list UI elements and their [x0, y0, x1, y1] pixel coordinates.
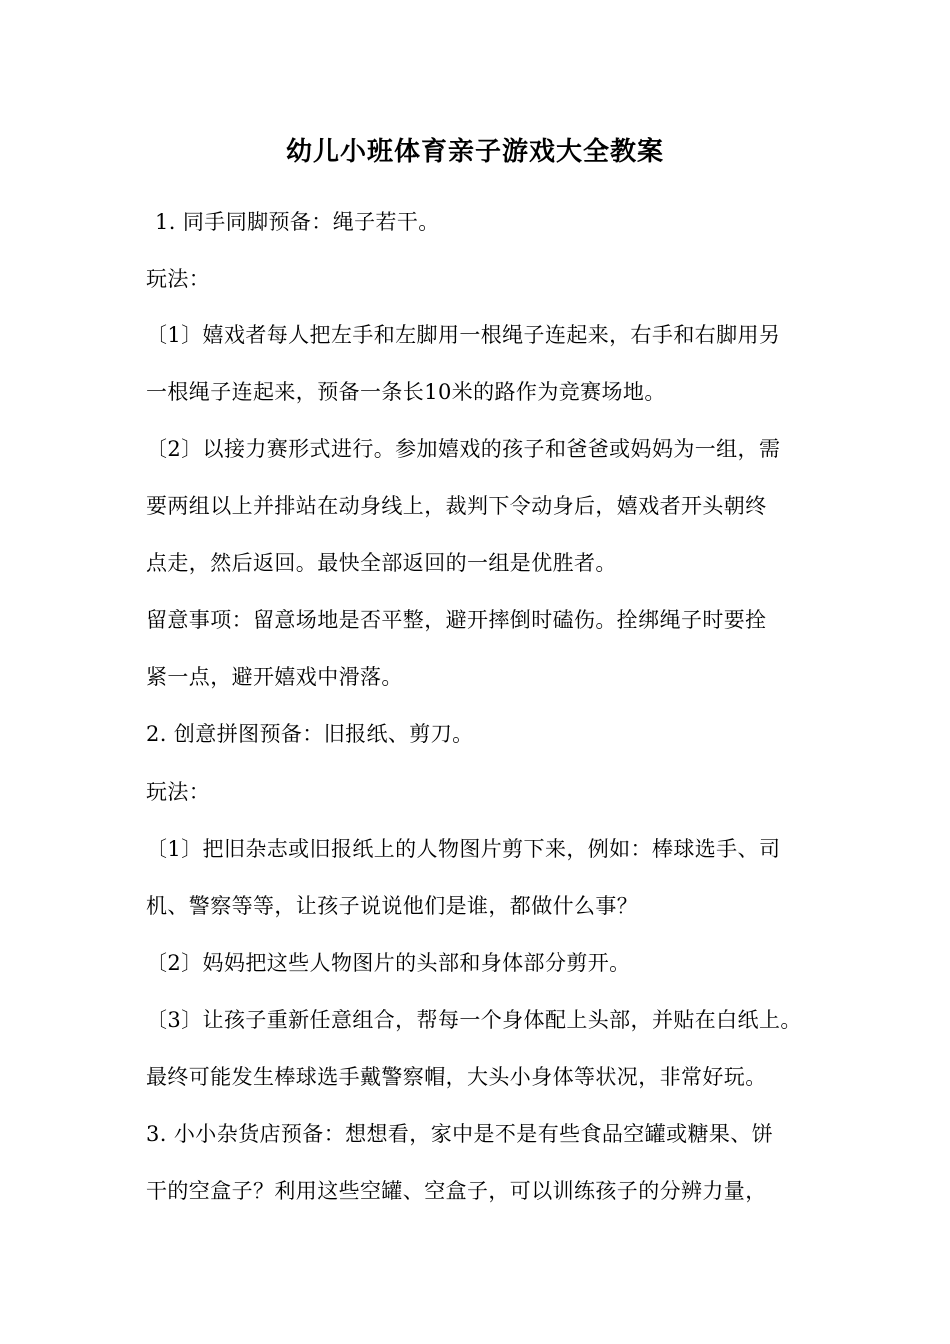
paragraph-line: 玩法：	[146, 267, 211, 291]
paragraph-line: 3. 小小杂货店预备：想想看，家中是不是有些食品空罐或糖果、饼	[146, 1122, 774, 1146]
document-title: 幼儿小班体育亲子游戏大全教案	[285, 137, 664, 167]
paragraph-line: 〔2〕妈妈把这些人物图片的头部和身体部分剪开。	[146, 951, 631, 975]
paragraph-line: 〔2〕以接力赛形式进行。参加嬉戏的孩子和爸爸或妈妈为一组，需	[146, 437, 781, 461]
paragraph-line: 最终可能发生棒球选手戴警察帽，大头小身体等状况，非常好玩。	[146, 1065, 767, 1089]
paragraph-line: 玩法：	[146, 780, 211, 804]
paragraph-line: 〔1〕把旧杂志或旧报纸上的人物图片剪下来，例如：棒球选手、司	[146, 837, 781, 861]
paragraph-line: 〔3〕让孩子重新任意组合，帮每一个身体配上头部，并贴在白纸上。	[146, 1008, 802, 1032]
paragraph-line: 2. 创意拼图预备：旧报纸、剪刀。	[146, 722, 474, 746]
paragraph-line: 机、警察等等，让孩子说说他们是谁，都做什么事？	[146, 894, 639, 918]
paragraph-line: 紧一点，避开嬉戏中滑落。	[146, 665, 403, 689]
paragraph-line: 一根绳子连起来，预备一条长10米的路作为竞赛场地。	[146, 380, 666, 404]
paragraph-line: 〔1〕嬉戏者每人把左手和左脚用一根绳子连起来，右手和右脚用另	[146, 323, 781, 347]
paragraph-line: 1. 同手同脚预备：绳子若干。	[155, 210, 440, 234]
paragraph-line: 要两组以上并排站在动身线上，裁判下令动身后，嬉戏者开头朝终	[146, 494, 767, 518]
paragraph-line: 干的空盒子？利用这些空罐、空盒子，可以训练孩子的分辨力量，	[146, 1179, 767, 1203]
paragraph-line: 留意事项：留意场地是否平整，避开摔倒时磕伤。拴绑绳子时要拴	[146, 608, 767, 632]
paragraph-line: 点走，然后返回。最快全部返回的一组是优胜者。	[146, 551, 617, 575]
